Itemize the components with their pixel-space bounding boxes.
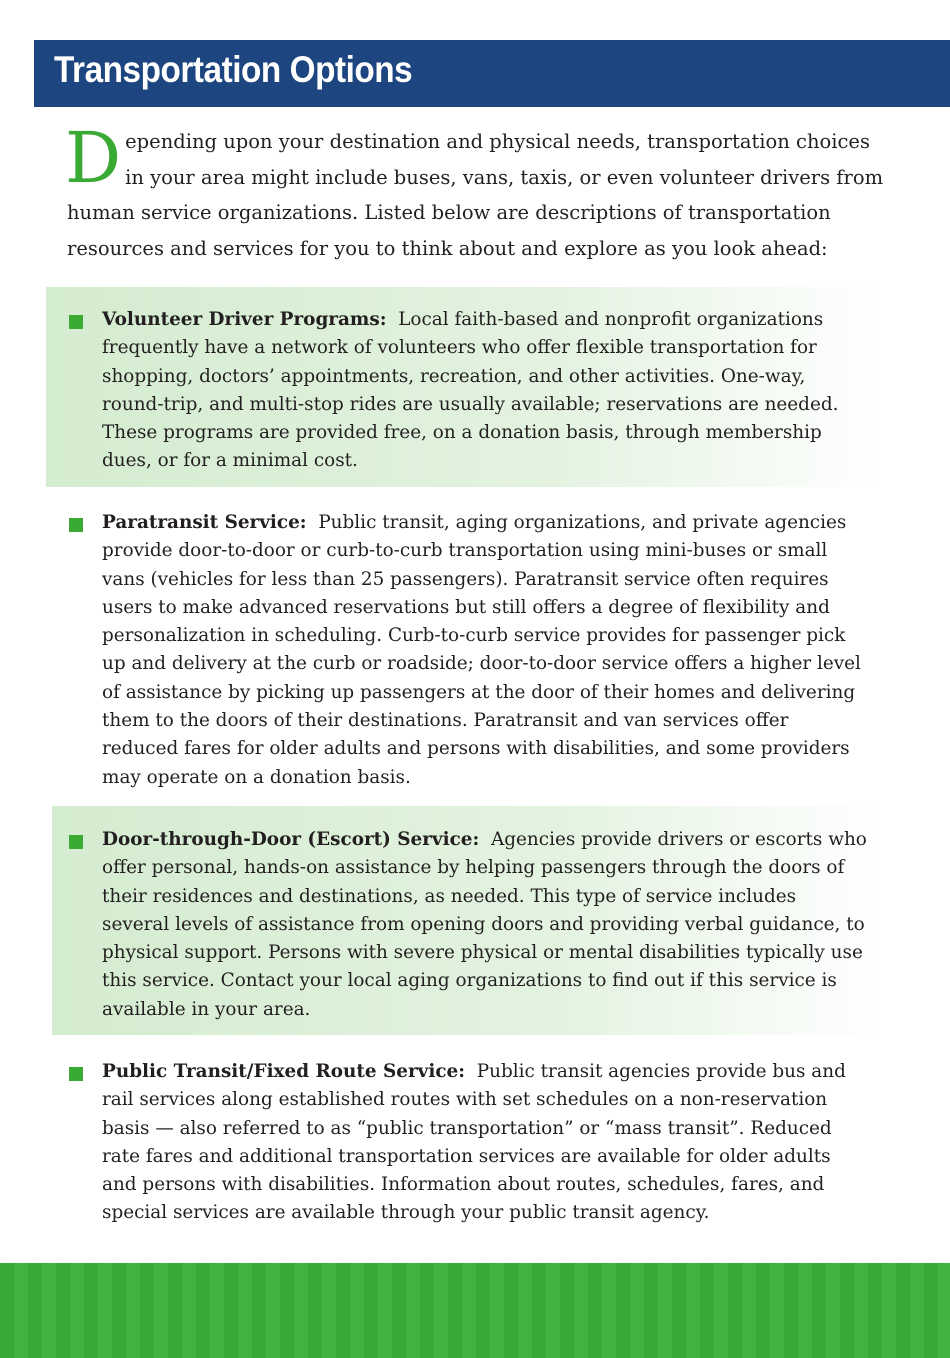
service-description: Agencies provide drivers or escorts who offer personal, hands-on assistance by helping passengers through the doors of their residences and destinations, as needed. This type of service includes several levels of assistance from opening doors and providing verbal guidance, to physical support. Persons with severe physical or mental disabilities typically use this service. Contact your local aging organizations to find out if this service is available in your area.	[102, 829, 867, 1020]
drop-cap: D	[65, 117, 122, 199]
bullet-square-icon	[69, 835, 83, 849]
intro-text: epending upon your destination and physical needs, transportation choices in your area might include buses, vans, taxis, or even volunteer drivers from human service organizations. Listed below are descriptions of transportation resources and services for you to think about and explore as you look ahead:	[67, 130, 884, 260]
service-description: Local faith-based and nonprofit organizations frequently have a network of volunteers who offer flexible transportation for shopping, doctors’ appointments, recreation, and other activities. One-way, round-trip, and multi-stop rides are usually available; reservations are needed. These programs are provided free, on a donation basis, through membership dues, or for a minimal cost.	[102, 309, 839, 472]
service-text	[102, 306, 868, 476]
service-description: Public transit, aging organizations, and private agencies provide door-to-door or curb-to-curb transportation using mini-buses or small vans (vehicles for less than 25 passengers). Paratransit service often requires users to make advanced reservations but still offers a degree of flexibility and personalization in scheduling. Curb-to-curb service provides for passenger pick up and delivery at the curb or roadside; door-to-door service offers a higher level of assistance by picking up passengers at the door of their homes and delivering them to the doors of their destinations. Paratransit and van services offer reduced fares for older adults and persons with disabilities, and some providers may operate on a donation basis.	[102, 512, 861, 788]
footer-band	[0, 1263, 950, 1358]
service-item-door-through-door	[68, 826, 868, 1024]
service-text	[102, 826, 868, 1024]
service-item-volunteer-driver	[68, 306, 868, 476]
bullet-square-icon	[69, 1067, 83, 1081]
service-term: Paratransit Service:	[102, 512, 307, 533]
service-item-public-transit	[68, 1058, 868, 1228]
service-text	[102, 1058, 868, 1228]
bullet-square-icon	[69, 518, 83, 532]
header-bar	[34, 40, 950, 107]
service-text	[102, 509, 868, 792]
bullet-square-icon	[69, 315, 83, 329]
service-term: Door-through-Door (Escort) Service:	[102, 829, 480, 850]
intro-paragraph	[65, 117, 887, 266]
service-term: Public Transit/Fixed Route Service:	[102, 1061, 466, 1082]
service-description: Public transit agencies provide bus and rail services along established routes with set schedules on a non-reservation basis — also referred to as “public transportation” or “mass transit”. Reduced rate fares and additional transportation services are available for older adults and persons with disabilities. Information about routes, schedules, fares, and special services are available through your public transit agency.	[102, 1061, 846, 1224]
service-term: Volunteer Driver Programs:	[102, 309, 387, 330]
service-item-paratransit	[68, 509, 868, 792]
page-title: Transportation Options	[54, 49, 413, 90]
